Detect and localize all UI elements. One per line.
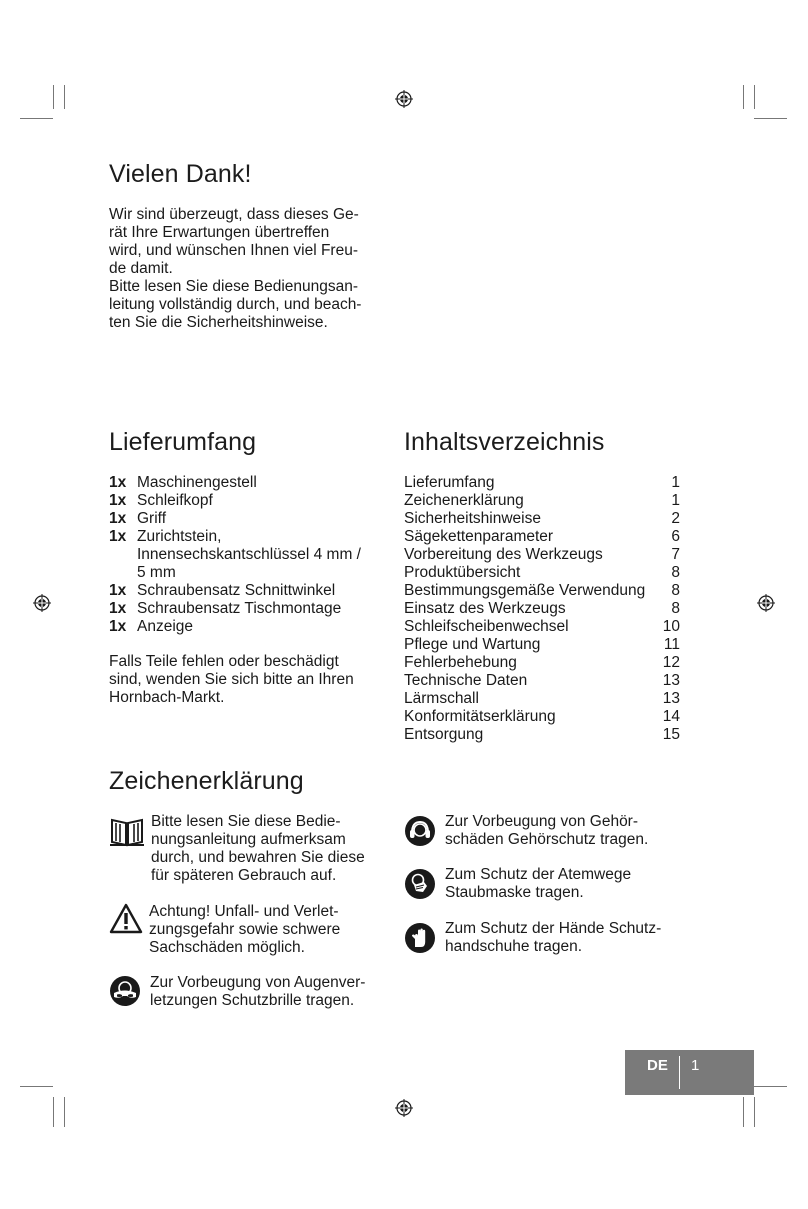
crop-mark	[743, 85, 744, 109]
book-icon	[109, 816, 145, 848]
toc-entry[interactable]	[404, 600, 680, 618]
item-name: Innensechskantschlüssel 4 mm /	[137, 546, 361, 563]
toc-entry[interactable]	[404, 582, 680, 600]
list-item	[109, 528, 389, 546]
crop-mark	[64, 1097, 65, 1127]
toc-label: Technische Daten	[404, 672, 528, 689]
item-qty: 1x	[109, 510, 127, 527]
toc-page: 1	[671, 474, 680, 491]
list-item	[109, 546, 389, 564]
toc-page: 11	[663, 636, 680, 653]
text-line: Bitte lesen Sie diese Bedienungsan-	[109, 278, 359, 295]
toc-label: Entsorgung	[404, 726, 484, 743]
text-line: rät Ihre Erwartungen übertreffen	[109, 224, 330, 241]
page-number: 1	[691, 1057, 700, 1074]
toc-entry[interactable]	[404, 672, 680, 690]
crop-mark	[754, 1097, 755, 1127]
text-line: Bitte lesen Sie diese Bedie-	[151, 813, 341, 830]
toc-entry[interactable]	[404, 690, 680, 708]
text-line: nungsanleitung aufmerksam	[151, 831, 346, 848]
text-line: Zur Vorbeugung von Gehör-	[445, 813, 639, 830]
text-line: sind, wenden Sie sich bitte an Ihren	[109, 671, 354, 688]
item-qty: 1x	[109, 582, 127, 599]
registration-mark-icon	[33, 594, 51, 612]
list-item	[109, 474, 389, 492]
toc-label: Fehlerbehebung	[404, 654, 517, 671]
list-item	[109, 618, 389, 636]
legend-text	[150, 974, 385, 1010]
crop-mark	[743, 1097, 744, 1127]
toc-entry[interactable]	[404, 510, 680, 528]
item-name: Anzeige	[137, 618, 194, 635]
toc-label: Lieferumfang	[404, 474, 495, 491]
page-box-divider	[679, 1056, 680, 1089]
toc-label: Pflege und Wartung	[404, 636, 541, 653]
ear-protection-icon	[404, 815, 436, 847]
item-name: Zurichtstein,	[137, 528, 222, 545]
legend-text	[445, 813, 682, 849]
item-name: Schraubensatz Schnittwinkel	[137, 582, 336, 599]
text-line: Zur Vorbeugung von Augenver-	[150, 974, 366, 991]
legend-item-ear-protection	[404, 813, 684, 849]
crop-mark	[754, 85, 755, 109]
list-item	[109, 600, 389, 618]
text-line: für späteren Gebrauch auf.	[151, 867, 337, 884]
toc-page: 7	[671, 546, 680, 563]
gloves-icon	[404, 922, 436, 954]
legend-item-read-manual	[109, 813, 385, 885]
toc-entry[interactable]	[404, 708, 680, 726]
item-qty: 1x	[109, 528, 127, 545]
text-line: Zum Schutz der Atemwege	[445, 866, 632, 883]
item-name: Schleifkopf	[137, 492, 213, 509]
text-line: ten Sie die Sicherheitshinweise.	[109, 314, 328, 331]
toc-label: Einsatz des Werkzeugs	[404, 600, 566, 617]
intro-text	[109, 206, 385, 332]
item-qty	[109, 564, 137, 582]
item-qty: 1x	[109, 474, 127, 491]
text-line: de damit.	[109, 260, 173, 277]
registration-mark-icon	[395, 90, 413, 108]
crop-mark	[53, 1097, 54, 1127]
item-qty: 1x	[109, 600, 127, 617]
text-line: durch, und bewahren Sie diese	[151, 849, 365, 866]
legend-text	[151, 813, 385, 885]
legend-item-goggles	[109, 974, 385, 1010]
toc-label: Zeichenerklärung	[404, 492, 524, 509]
scope-note	[109, 653, 385, 707]
crop-mark	[754, 118, 787, 119]
safety-goggles-icon	[109, 975, 141, 1007]
toc-label: Sicherheitshinweise	[404, 510, 541, 527]
item-name: Griff	[137, 510, 166, 527]
legend-text	[149, 903, 385, 957]
toc-entry[interactable]	[404, 726, 680, 744]
dust-mask-icon	[404, 868, 436, 900]
toc-entry[interactable]	[404, 618, 680, 636]
toc-entry[interactable]	[404, 528, 680, 546]
item-qty: 1x	[109, 492, 127, 509]
text-line: Staubmaske tragen.	[445, 884, 584, 901]
intro-title: Vielen Dank!	[109, 160, 252, 188]
toc-entry[interactable]	[404, 546, 680, 564]
item-qty	[109, 546, 137, 564]
toc-label: Vorbereitung des Werkzeugs	[404, 546, 603, 563]
list-item	[109, 582, 389, 600]
toc-label: Bestimmungsgemäße Verwendung	[404, 582, 646, 599]
toc-page: 8	[671, 582, 680, 599]
toc-label: Produktübersicht	[404, 564, 521, 581]
toc-label: Schleifscheibenwechsel	[404, 618, 569, 635]
toc-page: 2	[671, 510, 680, 527]
crop-mark	[64, 85, 65, 109]
toc-entry[interactable]	[404, 492, 680, 510]
registration-mark-icon	[395, 1099, 413, 1117]
toc-page: 15	[662, 726, 680, 743]
text-line: wird, und wünschen Ihnen viel Freu-	[109, 242, 358, 259]
legend-item-dust-mask	[404, 866, 684, 902]
legend-item-gloves	[404, 920, 684, 956]
text-line: letzungen Schutzbrille tragen.	[150, 992, 355, 1009]
language-label: DE	[647, 1057, 668, 1074]
toc-title: Inhaltsverzeichnis	[404, 428, 605, 456]
list-item	[109, 510, 389, 528]
text-line: handschuhe tragen.	[445, 938, 583, 955]
text-line: Hornbach-Markt.	[109, 689, 225, 706]
text-line: Sachschäden möglich.	[149, 939, 305, 956]
toc-page: 8	[671, 600, 680, 617]
text-line: Falls Teile fehlen oder beschädigt	[109, 653, 339, 670]
item-name: 5 mm	[137, 564, 176, 581]
list-item	[109, 564, 389, 582]
crop-mark	[754, 1086, 787, 1087]
lieferumfang-title: Lieferumfang	[109, 428, 257, 456]
toc-entry[interactable]	[404, 636, 680, 654]
toc-page: 6	[671, 528, 680, 545]
item-qty: 1x	[109, 618, 127, 635]
text-line: schäden Gehörschutz tragen.	[445, 831, 649, 848]
text-line: zungsgefahr sowie schwere	[149, 921, 341, 938]
legend-text	[445, 866, 682, 902]
legend-text	[445, 920, 682, 956]
item-name: Schraubensatz Tischmontage	[137, 600, 342, 617]
toc-entry[interactable]	[404, 564, 680, 582]
item-name: Maschinengestell	[137, 474, 257, 491]
toc-entry[interactable]	[404, 474, 680, 492]
text-line: Zum Schutz der Hände Schutz-	[445, 920, 662, 937]
text-line: Wir sind überzeugt, dass dieses Ge-	[109, 206, 359, 223]
scope-list	[109, 474, 389, 636]
toc-page: 1	[671, 492, 680, 509]
crop-mark	[20, 118, 53, 119]
toc-label: Lärmschall	[404, 690, 479, 707]
text-line: leitung vollständig durch, und beach-	[109, 296, 362, 313]
toc-label: Sägekettenparameter	[404, 528, 554, 545]
toc-page: 8	[671, 564, 680, 581]
page-number-box	[625, 1050, 754, 1095]
toc-page: 14	[662, 708, 680, 725]
toc-page: 10	[662, 618, 680, 635]
toc-label: Konformitätserklärung	[404, 708, 556, 725]
registration-mark-icon	[757, 594, 775, 612]
crop-mark	[20, 1086, 53, 1087]
toc-page: 13	[662, 672, 680, 689]
warning-triangle-icon	[109, 903, 143, 935]
toc-list	[404, 474, 680, 744]
legend-item-warning	[109, 903, 385, 957]
toc-page: 13	[662, 690, 680, 707]
crop-mark	[53, 85, 54, 109]
toc-entry[interactable]	[404, 654, 680, 672]
toc-page: 12	[662, 654, 680, 671]
legend-title: Zeichenerklärung	[109, 767, 304, 795]
list-item	[109, 492, 389, 510]
text-line: Achtung! Unfall- und Verlet-	[149, 903, 339, 920]
